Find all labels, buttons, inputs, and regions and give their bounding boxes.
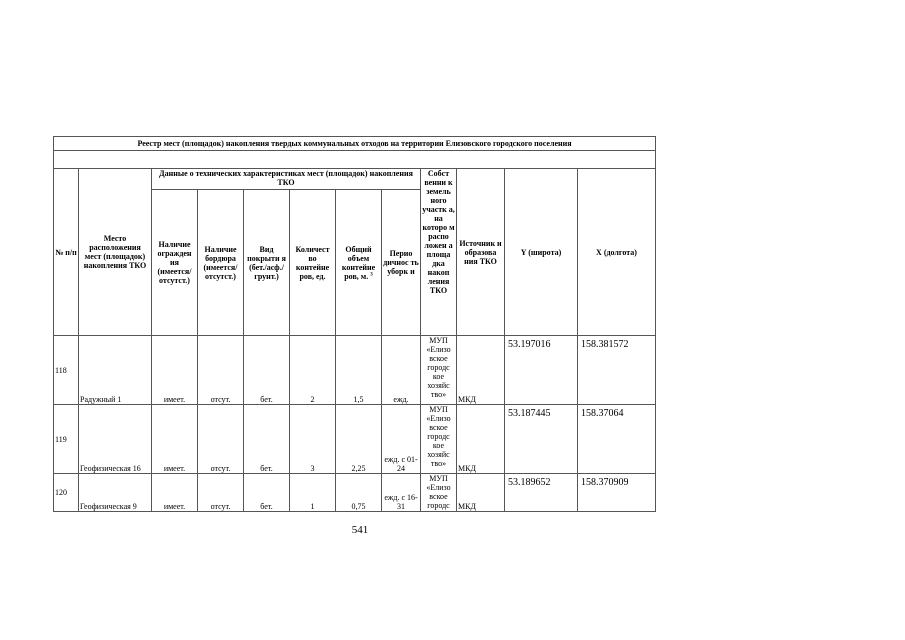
row-lat: 53.197016 — [505, 336, 578, 405]
header-surface: Вид покрыти я (бет./асф./ грунт.) — [244, 190, 290, 336]
row-border: отсут. — [198, 405, 244, 474]
header-volume-text: Общий объем контейне ров, м. — [341, 244, 376, 281]
header-border: Наличие бордюра (имеется/ отсутст.) — [198, 190, 244, 336]
registry-table — [53, 136, 656, 512]
row-place: Радужный 1 — [79, 336, 152, 405]
row-border: отсут. — [198, 474, 244, 512]
row-source: МКД — [457, 336, 505, 405]
row-frequency: ежд. с 16-31 — [382, 474, 421, 512]
header-lon: X (долгота) — [578, 169, 656, 336]
header-num: № п/п — [54, 169, 79, 336]
row-owner: МУП «Елизо вское городс кое хозяйс тво» — [421, 405, 457, 474]
row-place: Геофизическая 16 — [79, 405, 152, 474]
table-title: Реестр мест (площадок) накопления твердых коммунальных отходов на территории Елизовского городского поселения — [54, 137, 656, 151]
row-containers: 1 — [290, 474, 336, 512]
header-fence: Наличие огражден ия (имеется/ отсутст.) — [152, 190, 198, 336]
row-lon: 158.37064 — [578, 405, 656, 474]
table-row — [54, 405, 656, 474]
row-fence: имеет. — [152, 474, 198, 512]
header-volume-sup: 3 — [370, 271, 373, 277]
row-lon: 158.381572 — [578, 336, 656, 405]
row-lat: 53.189652 — [505, 474, 578, 512]
header-place: Место расположения мест (площадок) накопления ТКО — [79, 169, 152, 336]
row-lat: 53.187445 — [505, 405, 578, 474]
row-fence: имеет. — [152, 336, 198, 405]
header-volume — [336, 190, 382, 336]
table-row — [54, 474, 656, 512]
header-containers: Количест во контейне ров, ед. — [290, 190, 336, 336]
header-lat: Y (широта) — [505, 169, 578, 336]
row-surface: бет. — [244, 336, 290, 405]
row-volume: 2,25 — [336, 405, 382, 474]
row-source: МКД — [457, 474, 505, 512]
row-place: Геофизическая 9 — [79, 474, 152, 512]
row-surface: бет. — [244, 474, 290, 512]
row-containers: 2 — [290, 336, 336, 405]
row-fence: имеет. — [152, 405, 198, 474]
row-frequency: ежд. — [382, 336, 421, 405]
row-volume: 1,5 — [336, 336, 382, 405]
blank-row — [54, 151, 656, 169]
row-source: МКД — [457, 405, 505, 474]
row-border: отсут. — [198, 336, 244, 405]
row-containers: 3 — [290, 405, 336, 474]
header-land-owner: Собст венни к земель ного участк а, на которо м распо ложен а площа дка накоп ления ТКО — [421, 169, 457, 336]
header-sources: Источник и образова ния ТКО — [457, 169, 505, 336]
row-num: 118 — [54, 336, 79, 405]
row-volume: 0,75 — [336, 474, 382, 512]
header-frequency: Перио дичнос ть уборк и — [382, 190, 421, 336]
row-owner: МУП «Елизо вское городс кое хозяйс тво» — [421, 336, 457, 405]
page-number: 541 — [351, 524, 369, 536]
row-surface: бет. — [244, 405, 290, 474]
row-num: 119 — [54, 405, 79, 474]
row-owner: МУП «Елизо вское городс — [421, 474, 457, 512]
row-frequency: ежд. с 01-24 — [382, 405, 421, 474]
header-tech-group: Данные о технических характеристиках мест (площадок) накопления ТКО — [152, 169, 421, 190]
row-lon: 158.370909 — [578, 474, 656, 512]
table-row — [54, 336, 656, 405]
row-num: 120 — [54, 474, 79, 512]
